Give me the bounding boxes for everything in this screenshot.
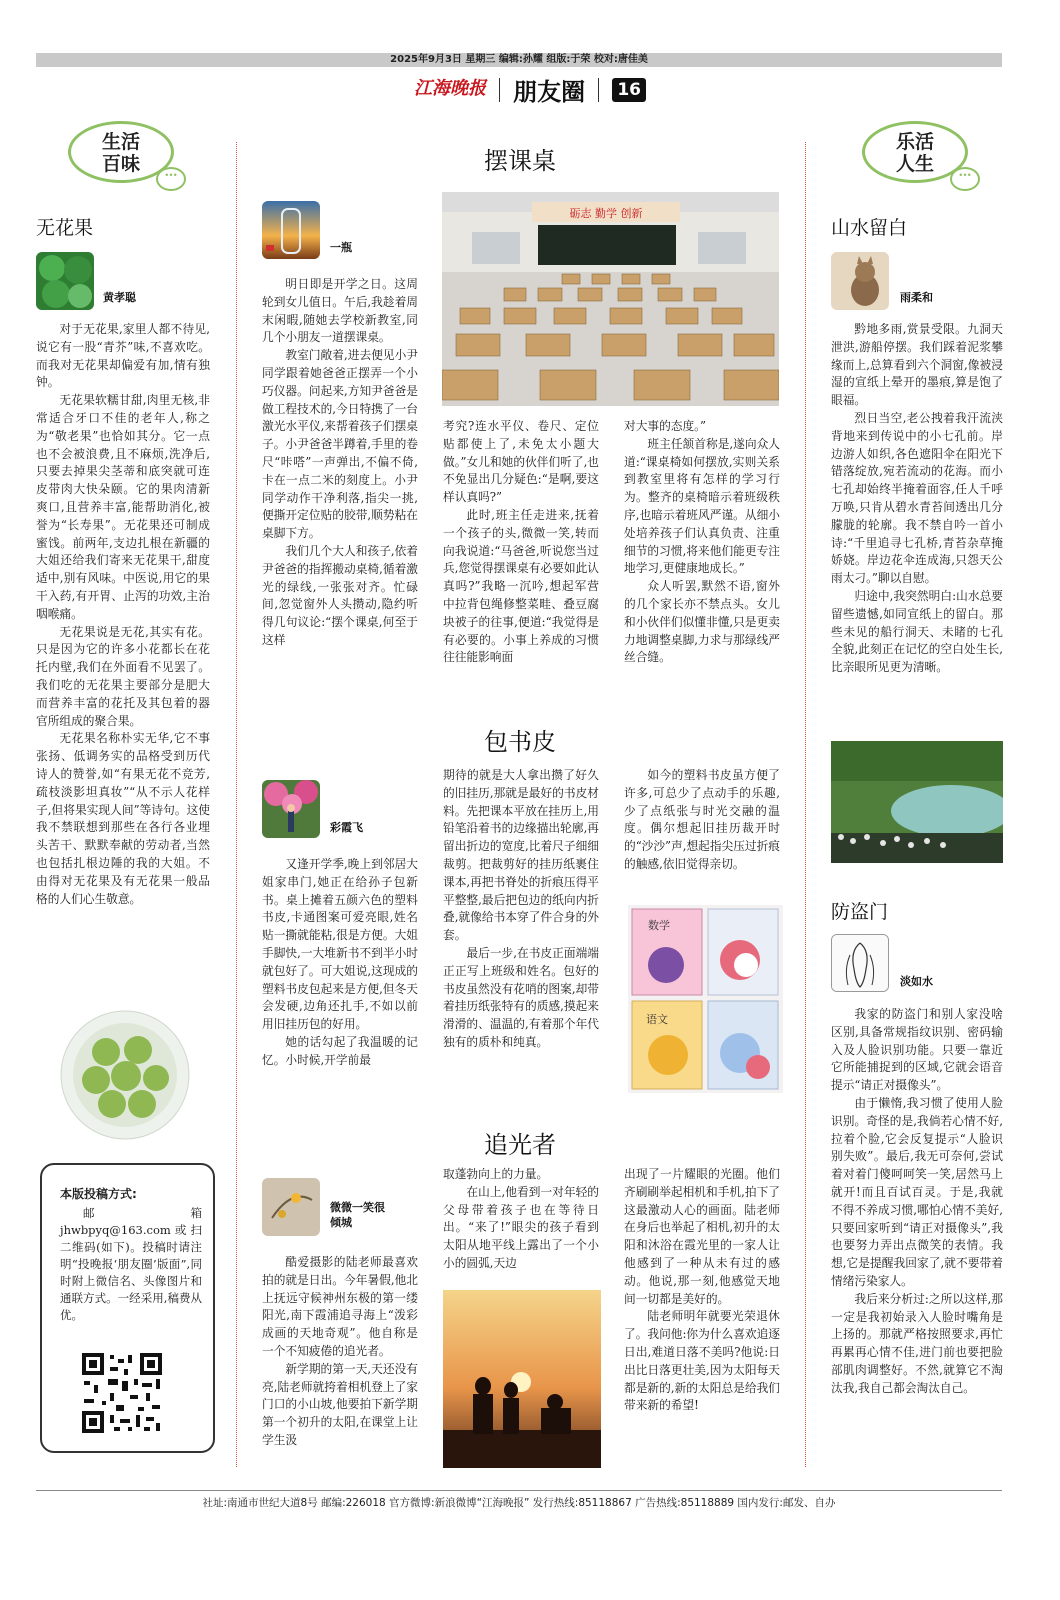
book-label-chinese: 语文	[646, 1013, 668, 1026]
author-fangdaomen: 淡如水	[900, 975, 933, 988]
article-body-baikezhuo-col3: 对大事的态度。” 班主任颔首称是,遂向众人道:“课桌椅如何摆放,实则关系到教室里将有怎样的学习行为。整齐的桌椅暗示着班级秩序,也暗示着班风严谨。从细小处培养孩子们认真负责、注重细节的习惯,将来他们能更专注地学习,更健康地成长。” 众人听罢,默然不语,窗外的几个家长亦不禁点头。女儿和小伙伴们似懂非懂,只是更卖力地调整桌脚,力求与那绿线严丝合缝。	[624, 419, 780, 665]
article-title-shanshui: 山水留白	[831, 217, 908, 239]
avatar-weiwei	[262, 1178, 320, 1236]
article-title-zhuiguangzhe: 追光者	[484, 1131, 556, 1159]
contribution-box	[40, 1163, 215, 1453]
author-shanshui: 雨柔和	[900, 291, 933, 304]
book-label-math: 数学	[648, 919, 670, 932]
article-body-baikezhuo-col1: 明日即是开学之日。这周轮到女儿值日。午后,我趁着周末闲暇,随她去学校新教室,同几个小朋友一道摆课桌。 教室门敞着,进去便见小尹同学跟着她爸爸正摆弄一个小巧仪器。问起来,方知尹爸爸是做工程技术的,今日特携了一台激光水平仪,来帮着孩子们摆桌子。小尹爸爸半蹲着,手里的卷尺“咔嗒”一声弹出,不偏不倚,卡在一点二米的刻度上。小尹同学动作干净利落,指尖一挑,便撕开定位贴的胶带,顺势粘在桌脚下方。 我们几个大人和孩子,依着尹爸爸的指挥搬动桌椅,循着激光的绿线,一张张对齐。忙碌间,忽觉窗外人头攒动,隐约听得几句议论:“摆个课桌,何至于这样	[262, 277, 418, 647]
qr-code[interactable]	[80, 1351, 164, 1435]
author-zhuiguangzhe: 微微一笑很倾城	[330, 1201, 385, 1229]
avatar-yiping	[262, 201, 320, 259]
article-body-zhuiguangzhe-col2: 取蓬勃向上的力量。 在山上,他看到一对年轻的父母带着孩子也在等待日出。“来了!”眼尖的孩子看到太阳从地平线上露出了一个小小的圆弧,天边	[443, 1167, 599, 1270]
column-divider-right	[805, 142, 806, 1467]
article-body-zhuiguangzhe-col3: 出现了一片耀眼的光圈。他们齐刷刷举起相机和手机,拍下了这最激动人心的画面。陆老师在身后也举起了相机,初升的太阳和沐浴在霞光里的一家人让他感到了一种从未有过的感动。他说,那一刻,他感觉天地间一切都是美好的。 陆老师明年就要光荣退休了。我问他:你为什么喜欢追逐日出,难道日落不美吗?他说:日出比日落更壮美,因为太阳每天都是新的,新的太阳总是给我们带来新的希望!	[624, 1167, 780, 1413]
fig-book-covers-photo	[628, 905, 783, 1093]
article-title-baoshupi: 包书皮	[484, 728, 556, 756]
author-baikezhuo: 一瓶	[330, 241, 352, 254]
footer-info: 社址:南通市世纪大道8号 邮编:226018 官方微博:新浪微博“江海晚报” 发行热线:85118867 广告热线:85118889 国内发行:邮发、自办	[36, 1490, 1002, 1515]
page-number: 16	[612, 78, 646, 102]
header-info: 2025年9月3日 星期三 编辑:孙耀 组版:于荣 校对:唐佳美	[390, 54, 648, 65]
article-title-fangdaomen: 防盗门	[831, 901, 889, 923]
avatar-danrushui	[831, 934, 889, 992]
article-body-zhuiguangzhe-col1: 酷爱摄影的陆老师最喜欢拍的就是日出。今年暑假,他北上抚远守候神州东极的第一缕阳光,南下霞浦追寻海上“泼彩成画的天地奇观”。他自称是一个不知疲倦的追光者。 新学期的第一天,天还没有亮,陆老师就挎着相机登上了家门口的小山坡,他要拍下新学期第一个初升的太阳,在课堂上让学生汲	[262, 1255, 418, 1447]
author-baoshupi: 彩霞飞	[330, 821, 363, 834]
article-title-baikezhuo: 摆课桌	[484, 147, 556, 175]
badge-happy-life: 乐活 人生 …	[862, 121, 980, 191]
article-body-shanshui: 黔地多雨,赏景受限。九洞天泄洪,游船停摆。我们踩着泥浆攀缘而上,总算看到六个洞窗,像被浸湿的宣纸上晕开的墨痕,算是饱了眼福。 烈日当空,老公拽着我汗流浃背地来到传说中的小七孔前。岸边游人如织,各色遮阳伞在阳光下错落绽放,宛若流动的花海。而小七孔却始终半掩着面容,任人千呼万唤,只肯从碧水青苔间透出几分朦胧的轮廓。我不禁自吟一首小诗:“千里追寻七孔桥,青苔杂草掩娇娆。岸边花伞连成海,只怨天公雨太刁。”聊以自慰。 归途中,我突然明白:山水总要留些遗憾,如同宣纸上的留白。那些未见的船行洞天、未睹的七孔全貌,此刻正在记忆的空白处生长,比亲眼所见更为清晰。	[831, 322, 1003, 675]
contribution-title: 本版投稿方式:	[60, 1187, 137, 1201]
avatar-yurouhe	[831, 252, 889, 310]
article-body-wuhuaguo: 对于无花果,家里人都不待见,说它有一股“青芥”味,不喜欢吃。而我对无花果却偏爱有加,情有独钟。 无花果软糯甘甜,肉里无核,非常适合牙口不佳的老年人,称之为“敬老果”也恰如其分。它一点也不会被浪费,且不麻烦,洗净后,只要去掉果尖茎蒂和底突就可连皮带肉大快朵颐。它的果肉清新爽口,且营养丰富,能帮助消化,被誉为“长寿果”。无花果还可制成蜜饯。前两年,支边扎根在新疆的大姐还给我们寄来无花果干,甜度适中,别有风味。中医说,用它的果干入药,有开胃、止泻的功效,主治咽喉痛。 无花果说是无花,其实有花。只是因为它的许多小花都长在花托内壁,我们在外面看不见罢了。我们吃的无花果主要部分是肥大而营养丰富的花托及其包着的器官所组成的聚合果。 无花果名称朴实无华,它不事张扬、低调务实的品格受到历代诗人的赞誉,如“有果无花不竞芳,疏枝淡影坦真妆”“从不示人花样子,但将果实现人间”等诗句。这使我不禁联想到那些在各行各业埋头苦干、默默奉献的劳动者,当然也包括扎根边陲的我的大姐。不由得对无花果及有无花果一般品格的人们心生敬意。	[36, 322, 210, 906]
avatar-huangxiaocong	[36, 252, 94, 310]
article-body-fangdaomen: 我家的防盗门和别人家没啥区别,具备常规指纹识别、密码输入及人脸识别功能。只要一靠近它所能捕捉到的区域,它就会语音提示“请正对摄像头”。 由于懒惰,我习惯了使用人脸识别。奇怪的是,我倘若心情不好,拉着个脸,它会反复提示“人脸识别失败”。最后,我无可奈何,尝试着对着门傻呵呵笑一笑,居然马上就开!而且百试百灵。于是,我就不得不养成习惯,哪怕心情不美好,只要回家听到“请正对摄像头”,我也要努力弄出点微笑的表情。我想,它是提醒我回家了,就不要带着情绪污染家人。 我后来分析过:之所以这样,那一定是我初始录入人脸时嘴角是上扬的。那就严格按照要求,再忙再累再心情不佳,进门前也要把脸部肌肉调整好。不然,就算它不淘汰我,我自己都会淘汰自己。	[831, 1007, 1003, 1395]
classroom-banner: 砺志 勤学 创新	[569, 207, 643, 220]
fig-waterfall-photo	[831, 741, 1003, 863]
article-body-baoshupi-col3: 如今的塑料书皮虽方便了许多,可总少了点动手的乐趣,少了点纸张与时光交融的温度。偶尔想起旧挂历裁开时的“沙沙”声,想起指尖压过折痕的触感,依旧觉得亲切。	[624, 768, 780, 871]
article-body-baoshupi-col1: 又逢开学季,晚上到邻居大姐家串门,她正在给孙子包新书。桌上摊着五颜六色的塑料书皮,卡通图案可爱亮眼,姓名贴一撕就能粘,很是方便。大姐手脚快,一大堆新书不到半小时就包好了。可大姐说,这现成的塑料书皮包起来是方便,但冬天会发硬,边角还扎手,不如以前用旧挂历包的好用。 她的话勾起了我温暖的记忆。小时候,开学前最	[262, 857, 418, 1067]
article-body-baikezhuo-col2: 考究?连水平仪、卷尺、定位贴都使上了,未免太小题大做。”女儿和她的伙伴们听了,也不免显出几分疑色:“是啊,要这样认真吗?” 此时,班主任走进来,抚着一个孩子的头,微微一笑,转而向我说道:“马爸爸,听说您当过兵,您觉得摆课桌有必要如此认真吗?”我略一沉吟,想起军营中拉背包绳修整菜畦、叠豆腐块被子的往事,便道:“我觉得是有必要的。小事上养成的习惯往往能影响面	[443, 419, 599, 665]
fig-plate-photo	[58, 1008, 192, 1142]
masthead	[0, 72, 1060, 106]
badge-life-taste: 生活 百味 …	[68, 121, 186, 191]
author-wuhuaguo: 黄孝聪	[103, 291, 136, 304]
column-divider-left	[236, 142, 237, 1467]
article-title-wuhuaguo: 无花果	[36, 217, 94, 239]
avatar-caixiafei	[262, 780, 320, 838]
article-body-baoshupi-col2: 期待的就是大人拿出攒了好久的旧挂历,那就是最好的书皮材料。先把课本平放在挂历上,用铅笔沿着书的边缘描出轮廓,再留出折边的宽度,比着尺子细细裁剪。把裁剪好的挂历纸裹住课本,再把书脊处的折痕压得平平整整,最后把包边的纸向内折叠,就像给书本穿了件合身的外套。 最后一步,在书皮正面端端正正写上班级和姓名。包好的书皮虽然没有花哨的图案,却带着挂历纸张特有的质感,摸起来滑滑的、温温的,有着那个年代独有的质朴和纯真。	[443, 768, 599, 1049]
fig-classroom-photo	[442, 192, 779, 406]
fig-sunrise-photo	[443, 1290, 601, 1468]
section-title: 朋友圈	[513, 78, 586, 106]
paper-logo: 江海晚报	[413, 78, 486, 99]
contribution-text: 邮箱jhwbpyq@163.com或扫二维码(如下)。投稿时请注明“投晚报‘朋友圈’版面”,同时附上微信名、头像图片和通联方式。一经采用,稿费从优。	[60, 1206, 202, 1322]
